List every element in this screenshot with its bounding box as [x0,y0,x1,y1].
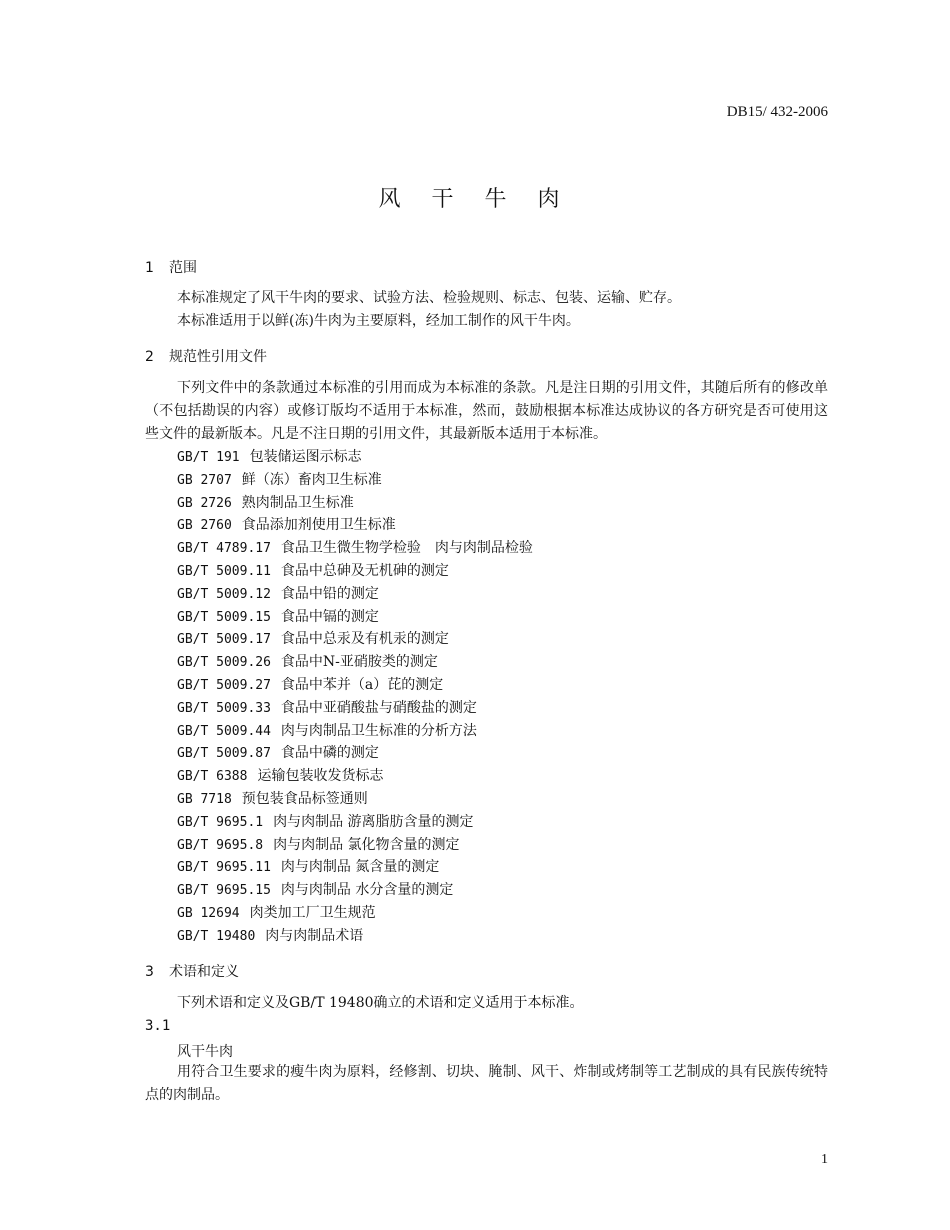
reference-code: GB/T 5009.26 [177,655,271,671]
reference-title: 食品中总砷及无机砷的测定 [280,562,449,579]
reference-item [177,742,533,765]
reference-list [177,446,533,948]
reference-item [177,925,533,948]
paragraph: 本标准规定了风干牛肉的要求、试验方法、检验规则、标志、包装、运输、贮存。 [177,290,681,306]
paragraph: 下列术语和定义及GB/T 19480确立的术语和定义适用于本标准。 [177,995,584,1011]
reference-title: 肉与肉制品 游离脂肪含量的测定 [273,813,474,830]
reference-title: 熟肉制品卫生标准 [241,494,354,511]
reference-code: GB/T 5009.27 [177,677,271,693]
reference-title: 食品添加剂使用卫生标准 [241,517,396,534]
reference-code: GB/T 9695.8 [177,837,264,853]
subsection-number: 3.1 [145,1018,171,1034]
section-number: 2 [145,349,154,365]
reference-code: GB/T 5009.87 [177,746,271,762]
reference-title: 肉与肉制品术语 [265,927,364,944]
reference-title: 运输包装收发货标志 [257,768,384,785]
reference-item [177,583,533,606]
reference-title: 食品中苯并（a）芘的测定 [280,676,444,693]
reference-code: GB/T 4789.17 [177,541,271,557]
reference-item [177,856,533,879]
reference-item [177,902,533,925]
reference-code: GB/T 191 [177,450,240,465]
reference-item [177,788,533,811]
reference-item [177,674,533,697]
reference-code: GB/T 5009.15 [177,609,271,625]
reference-title: 食品卫生微生物学检验 肉与肉制品检验 [280,540,533,557]
reference-title: 肉与肉制品 氮含量的测定 [280,859,440,876]
page-title: 风 干 牛 肉 [378,187,572,212]
reference-code: GB 12694 [177,905,240,921]
reference-code: GB/T 19480 [177,928,256,944]
section-title: 规范性引用文件 [169,349,267,365]
term: 风干牛肉 [177,1044,233,1060]
section-title: 范围 [169,260,197,276]
reference-item [177,697,533,720]
reference-title: 食品中亚硝酸盐与硝酸盐的测定 [280,699,477,716]
reference-code: GB 2726 [177,495,232,511]
reference-title: 肉与肉制品 水分含量的测定 [280,882,454,899]
reference-item [177,537,533,560]
paragraph: 本标准适用于以鲜(冻)牛肉为主要原料，经加工制作的风干牛肉。 [177,313,580,329]
reference-title: 食品中总汞及有机汞的测定 [280,631,449,648]
reference-item [177,514,533,537]
reference-code: GB 2707 [177,472,232,488]
reference-code: GB/T 5009.11 [177,563,271,579]
reference-code: GB/T 9695.15 [177,883,271,899]
reference-title: 食品中铅的测定 [280,585,379,602]
reference-item [177,720,533,743]
section-2-heading [145,346,267,366]
reference-code: GB/T 9695.1 [177,814,264,830]
reference-item [177,765,533,788]
reference-item [177,879,533,902]
page-number: 1 [821,1152,828,1167]
reference-item [177,446,533,469]
reference-code: GB/T 9695.11 [177,860,271,876]
reference-item [177,560,533,583]
reference-title: 肉与肉制品 氯化物含量的测定 [273,836,460,853]
reference-code: GB/T 5009.44 [177,723,271,739]
reference-title: 肉与肉制品卫生标准的分析方法 [280,722,477,739]
reference-title: 预包装食品标签通则 [241,790,368,807]
reference-title: 包装储运图示标志 [249,449,362,465]
reference-title: 食品中镉的测定 [280,608,379,625]
reference-title: 鲜（冻）畜肉卫生标准 [241,471,382,488]
reference-item [177,606,533,629]
section-1-heading [145,257,197,277]
definition: 用符合卫生要求的瘦牛肉为原料，经修割、切块、腌制、风干、炸制或烤制等工艺制成的具有民族传统特点的肉制品。 [145,1064,828,1103]
section-3-heading [145,961,239,981]
reference-item [177,834,533,857]
reference-item [177,492,533,515]
reference-title: 食品中N-亚硝胺类的测定 [280,654,438,671]
reference-item [177,811,533,834]
paragraph: 下列文件中的条款通过本标准的引用而成为本标准的条款。凡是注日期的引用文件，其随后所有的修改单（不包括勘误的内容）或修订版均不适用于本标准，然而，鼓励根据本标准达成协议的各方研究是否可使用这些文件的最新版本。凡是不注日期的引用文件，其最新版本适用于本标准。 [145,380,828,442]
reference-code: GB 2760 [177,518,232,534]
standard-code: DB15/ 432-2006 [726,104,828,120]
reference-code: GB/T 6388 [177,769,248,785]
reference-item [177,469,533,492]
section-title: 术语和定义 [169,964,239,980]
reference-code: GB 7718 [177,791,232,807]
reference-title: 食品中磷的测定 [280,745,379,762]
reference-item [177,628,533,651]
reference-code: GB/T 5009.12 [177,586,271,602]
reference-title: 肉类加工厂卫生规范 [249,904,376,921]
reference-code: GB/T 5009.17 [177,632,271,648]
reference-code: GB/T 5009.33 [177,700,271,716]
reference-item [177,651,533,674]
section-number: 3 [145,964,154,980]
section-number: 1 [145,260,154,276]
